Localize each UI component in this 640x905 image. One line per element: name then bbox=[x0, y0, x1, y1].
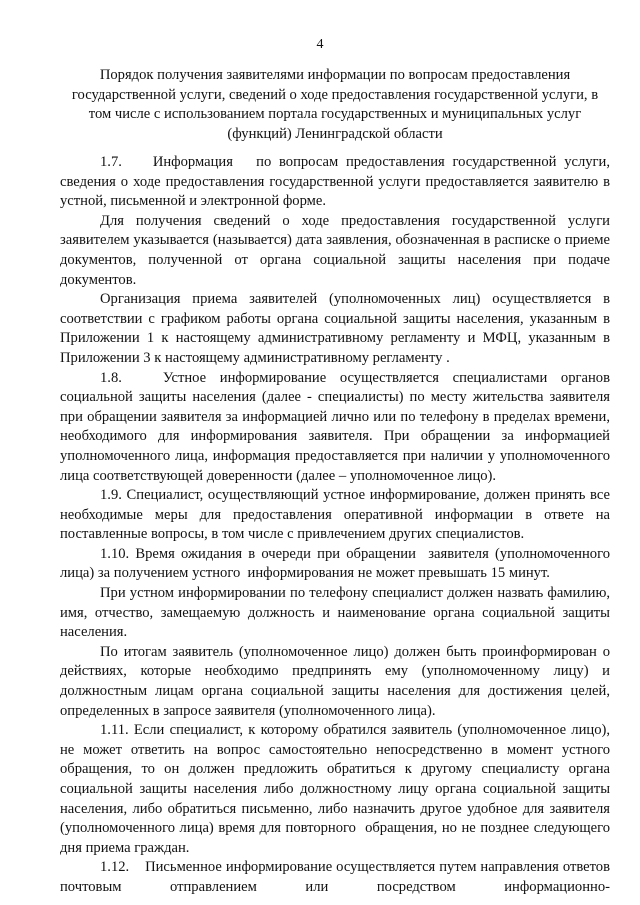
document-body bbox=[60, 153, 610, 898]
paragraph-phone-info: При устном информировании по телефону специалист должен назвать фамилию, имя, отчество, замещаемую должность и наименование органа социальной защиты населения. bbox=[60, 585, 610, 641]
paragraph-1-10: 1.10. Время ожидания в очереди при обращении заявителя (уполномоченного лица) за получением устного информирования не может превышать 15 минут. bbox=[60, 545, 610, 582]
paragraph-1-7: 1.7. Информация по вопросам предоставления государственной услуги, сведения о ходе предоставления государственной услуги предоставляется заявителю в устной, письменной и электронной форме. bbox=[60, 154, 610, 210]
paragraph-1-11: 1.11. Если специалист, к которому обратился заявитель (уполномоченное лицо), не может ответить на вопрос самостоятельно непосредственно в момент устного обращения, то он должен предложить обратиться к другому специалисту органа социальной защиты населения либо должностному лицу органа социальной защиты населения, либо обратиться письменно, либо назначить другое удобное для заявителя (уполномоченного лица) время для повторного обращения, но не позднее следующего дня приема граждан. bbox=[60, 722, 610, 856]
heading-line: (функций) Ленинградской области bbox=[227, 125, 443, 142]
page-number: 4 bbox=[316, 37, 324, 52]
section-heading bbox=[60, 66, 610, 144]
paragraph-1-8: 1.8. Устное информирование осуществляется специалистами органов социальной защиты населения (далее - специалисты) по месту жительства заявителя при обращении заявителя за информацией лично или по телефону в пределах времени, необходимого для информирования заявителя. При обращении за информацией уполномоченного лица, информация предоставляется при наличии у уполномоченного лица соответствующей доверенности (далее – уполномоченное лицо). bbox=[60, 369, 610, 484]
paragraph-results: По итогам заявитель (уполномоченное лицо) должен быть проинформирован о действиях, которые необходимо предпринять ему (уполномоченному лицу) и должностным лицам органа социальной защиты населения для достижения целей, определенных в запросе заявителя (уполномоченного лица). bbox=[60, 643, 610, 719]
paragraph-reception-schedule: Организация приема заявителей (уполномоченных лиц) осуществляется в соответствии с графиком работы органа социальной защиты населения, указанным в Приложении 1 к настоящему административному регламенту и МФЦ, указанным в Приложении 3 к настоящему административному регламенту . bbox=[60, 291, 610, 366]
paragraph-1-9: 1.9. Специалист, осуществляющий устное информирование, должен принять все необходимые меры для предоставления оперативной информации в ответе на поставленные вопросы, в том числе с привлечением других специалистов. bbox=[60, 487, 610, 543]
paragraph-1-12: 1.12. Письменное информирование осуществляется путем направления ответов почтовым отправлением или посредством информационно- bbox=[60, 859, 610, 895]
paragraph-status-info: Для получения сведений о ходе предоставления государственной услуги заявителем указывается (называется) дата заявления, обозначенная в расписке о приеме документов, полученной от органа социальной защиты населения при подаче документов. bbox=[60, 212, 610, 288]
heading-line: том числе с использованием портала государственных и муниципальных услуг bbox=[88, 106, 582, 123]
heading-line: Порядок получения заявителями информации по вопросам предоставления bbox=[99, 67, 571, 83]
heading-line: государственной услуги, сведений о ходе предоставления государственной услуги, в bbox=[71, 86, 599, 103]
